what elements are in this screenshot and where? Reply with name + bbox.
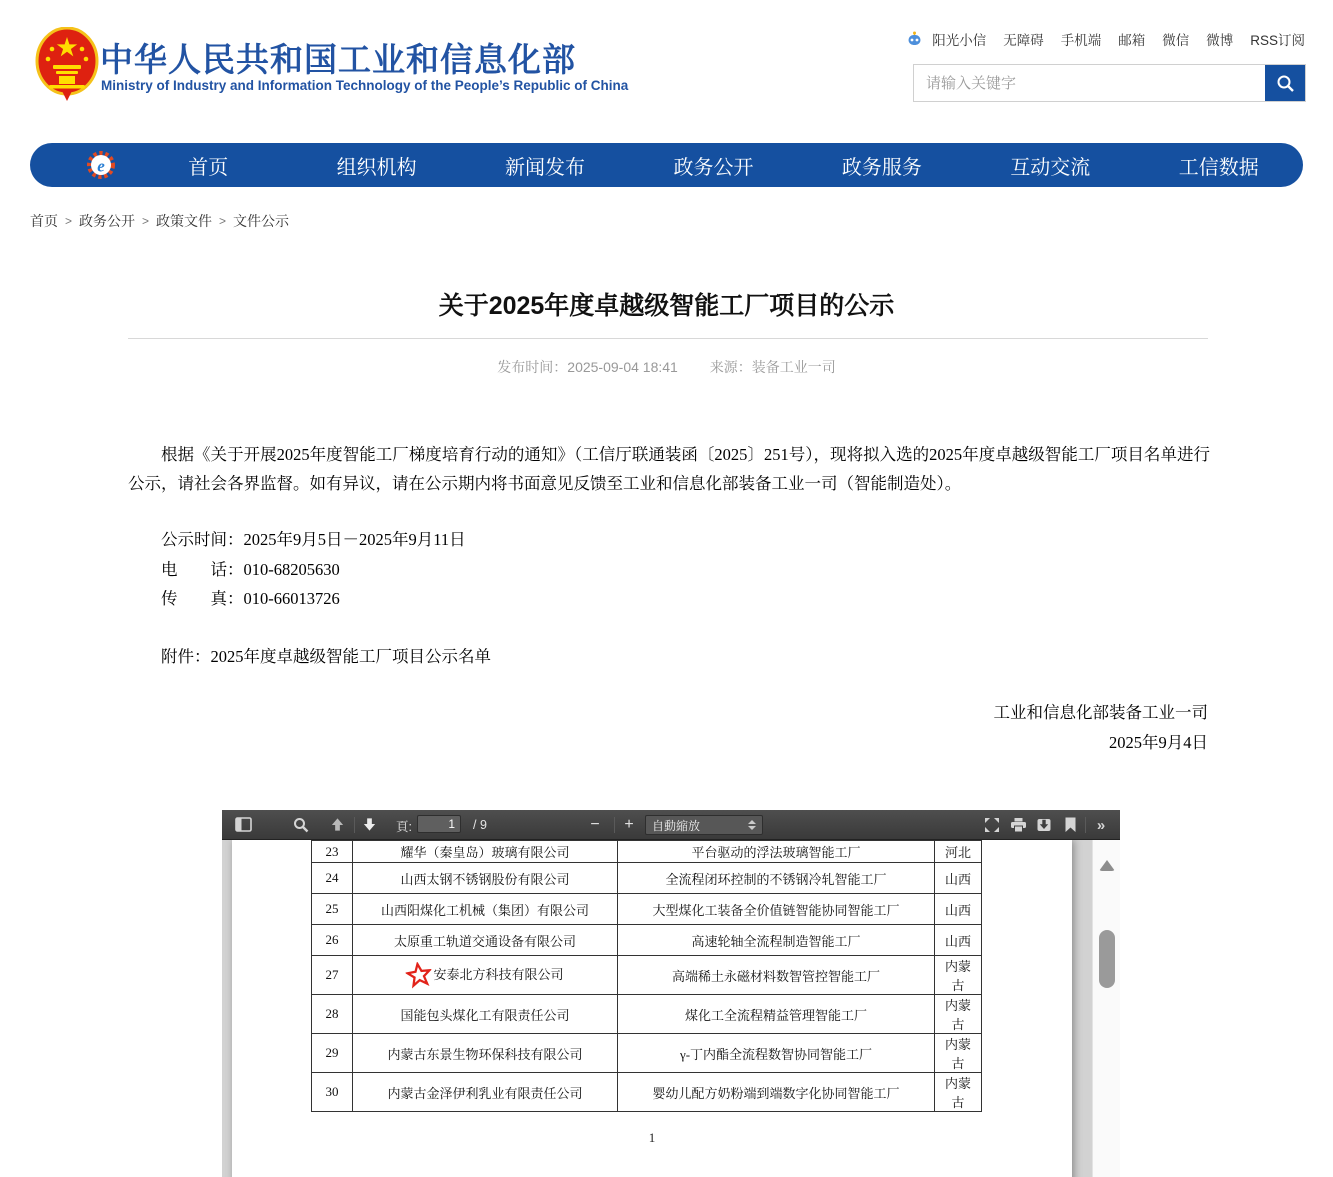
row-project: γ-丁内酯全流程数智协同智能工厂 bbox=[618, 1034, 935, 1073]
signing-department: 工业和信息化部装备工业一司 bbox=[993, 703, 1208, 722]
toolbar-separator bbox=[354, 817, 355, 833]
zoom-in-icon: + bbox=[624, 815, 634, 833]
page-down-button[interactable] bbox=[356, 813, 382, 837]
page-up-icon bbox=[330, 817, 345, 832]
sidebar-toggle-icon bbox=[235, 817, 252, 832]
bookmark-button[interactable] bbox=[1057, 813, 1083, 837]
article-source: 来源：装备工业一司 bbox=[709, 359, 836, 375]
crumb-separator: > bbox=[219, 214, 227, 228]
link-yangguang-xiaoxin[interactable]: 阳光小信 bbox=[932, 33, 987, 48]
pdf-toolbar bbox=[222, 810, 1120, 840]
pdf-scrollbar bbox=[1092, 840, 1120, 1177]
site-title: 中华人民共和国工业和信息化部 bbox=[100, 41, 576, 78]
page-total: / 9 bbox=[473, 818, 487, 832]
row-no: 26 bbox=[312, 925, 353, 956]
nav-item-gov-disclosure[interactable]: 政务公开 bbox=[673, 156, 754, 179]
row-province: 河北 bbox=[935, 841, 982, 863]
publicity-period-line: 公示时间：2025年9月5日－2025年9月11日 bbox=[161, 530, 466, 549]
site-search bbox=[913, 64, 1306, 102]
link-accessibility[interactable]: 无障碍 bbox=[1003, 33, 1044, 48]
find-button[interactable] bbox=[288, 813, 314, 837]
magnifier-icon bbox=[1276, 74, 1295, 93]
toolbar-separator bbox=[1085, 817, 1086, 833]
mascot-robot-icon bbox=[906, 31, 923, 48]
find-icon bbox=[293, 817, 309, 833]
nav-gear-e-logo bbox=[78, 150, 124, 180]
table-row bbox=[312, 995, 982, 1034]
publish-time: 发布时间：2025-09-04 18:41 bbox=[497, 359, 678, 375]
scroll-up-arrow[interactable] bbox=[1099, 860, 1115, 871]
table-row bbox=[312, 1073, 982, 1112]
page-down-icon bbox=[362, 817, 377, 832]
row-province: 内蒙古 bbox=[935, 1073, 982, 1112]
zoom-mode-value: 自動縮放 bbox=[652, 818, 701, 833]
row-no: 28 bbox=[312, 995, 353, 1034]
row-province: 山西 bbox=[935, 894, 982, 925]
toolbar-separator bbox=[614, 817, 615, 833]
row-province: 内蒙古 bbox=[935, 1034, 982, 1073]
quick-links-bar bbox=[906, 29, 1305, 49]
title-divider bbox=[128, 338, 1208, 339]
row-province: 山西 bbox=[935, 925, 982, 956]
row-project: 高端稀土永磁材料数智管控智能工厂 bbox=[618, 956, 935, 995]
info-lines bbox=[128, 525, 1210, 614]
crumb-home[interactable]: 首页 bbox=[30, 213, 58, 229]
telephone-line: 电 话：010-68205630 bbox=[161, 559, 340, 579]
print-button[interactable] bbox=[1005, 813, 1031, 837]
row-province: 山西 bbox=[935, 863, 982, 894]
table-row bbox=[312, 894, 982, 925]
nav-item-news[interactable]: 新闻发布 bbox=[505, 156, 586, 179]
zoom-in-button[interactable] bbox=[616, 813, 642, 837]
search-button[interactable] bbox=[1265, 65, 1305, 101]
red-star-annotation-icon bbox=[405, 960, 434, 989]
more-tools-icon: » bbox=[1096, 816, 1106, 834]
svg-text:e: e bbox=[97, 156, 105, 176]
row-province: 内蒙古 bbox=[935, 995, 982, 1034]
pdf-table bbox=[311, 840, 982, 1112]
table-row bbox=[312, 841, 982, 863]
zoom-mode-select[interactable] bbox=[645, 815, 763, 835]
row-no: 25 bbox=[312, 894, 353, 925]
bookmark-icon bbox=[1064, 817, 1077, 833]
article-signature bbox=[994, 698, 1209, 758]
link-mail[interactable]: 邮箱 bbox=[1118, 33, 1146, 48]
search-input[interactable] bbox=[914, 65, 1265, 101]
zoom-out-button[interactable] bbox=[582, 813, 608, 837]
row-project: 大型煤化工装备全价值链智能协同智能工厂 bbox=[618, 894, 935, 925]
row-company: 国能包头煤化工有限责任公司 bbox=[353, 995, 618, 1034]
link-wechat[interactable]: 微信 bbox=[1162, 33, 1190, 48]
row-no: 30 bbox=[312, 1073, 353, 1112]
row-company-text: 安泰北方科技有限公司 bbox=[433, 966, 564, 982]
link-rss[interactable]: RSS订阅 bbox=[1250, 33, 1305, 48]
crumb-policy-docs[interactable]: 政策文件 bbox=[156, 213, 213, 229]
presentation-mode-button[interactable] bbox=[979, 813, 1005, 837]
nav-items bbox=[124, 151, 1303, 180]
row-company: 内蒙古东景生物环保科技有限公司 bbox=[353, 1034, 618, 1073]
row-company: 山西阳煤化工机械（集团）有限公司 bbox=[353, 894, 618, 925]
crumb-separator: > bbox=[142, 214, 150, 228]
signing-date: 2025年9月4日 bbox=[1109, 733, 1208, 752]
sidebar-toggle-button[interactable] bbox=[230, 813, 256, 837]
pdf-viewer bbox=[222, 810, 1120, 1177]
nav-item-organization[interactable]: 组织机构 bbox=[336, 156, 417, 179]
row-no: 29 bbox=[312, 1034, 353, 1073]
row-project: 全流程闭环控制的不锈钢冷轧智能工厂 bbox=[618, 863, 935, 894]
page-up-button[interactable] bbox=[324, 813, 350, 837]
row-company: 耀华（秦皇岛）玻璃有限公司 bbox=[353, 841, 618, 863]
link-mobile[interactable]: 手机端 bbox=[1060, 33, 1102, 48]
row-province: 内蒙古 bbox=[935, 956, 982, 995]
download-button[interactable] bbox=[1031, 813, 1057, 837]
nav-item-interaction[interactable]: 互动交流 bbox=[1010, 156, 1091, 179]
article-title: 关于2025年度卓越级智能工厂项目的公示 bbox=[438, 292, 895, 320]
row-no: 27 bbox=[312, 956, 353, 995]
page-number-input[interactable] bbox=[417, 815, 461, 833]
more-tools-button[interactable] bbox=[1088, 813, 1114, 837]
crumb-gov-disclosure[interactable]: 政务公开 bbox=[79, 213, 136, 229]
fax-line: 传 真：010-66013726 bbox=[161, 589, 340, 608]
national-emblem-logo bbox=[35, 27, 99, 101]
print-icon bbox=[1010, 817, 1027, 833]
pdf-page-number: 1 bbox=[648, 1130, 656, 1145]
scroll-thumb[interactable] bbox=[1099, 930, 1115, 988]
table-row bbox=[312, 1034, 982, 1073]
row-project: 婴幼儿配方奶粉端到端数字化协同智能工厂 bbox=[618, 1073, 935, 1112]
row-company: 山西太钢不锈钢股份有限公司 bbox=[353, 863, 618, 894]
main-nav bbox=[30, 143, 1303, 187]
article-body bbox=[128, 440, 1210, 671]
pdf-content-area bbox=[222, 840, 1120, 1177]
site-subtitle: Ministry of Industry and Information Technology of the People’s Republic of China bbox=[101, 78, 629, 93]
breadcrumb bbox=[30, 211, 289, 231]
article-meta bbox=[0, 357, 1333, 377]
row-company: 太原重工轨道交通设备有限公司 bbox=[353, 925, 618, 956]
nav-item-home[interactable]: 首页 bbox=[188, 156, 229, 179]
presentation-mode-icon bbox=[984, 817, 1000, 833]
table-row bbox=[312, 863, 982, 894]
crumb-separator: > bbox=[65, 214, 73, 228]
link-weibo[interactable]: 微博 bbox=[1206, 33, 1234, 48]
select-updown-icon bbox=[748, 820, 756, 830]
toolbar-right-group bbox=[979, 813, 1114, 837]
pdf-page bbox=[232, 840, 1072, 1177]
row-project: 高速轮轴全流程制造智能工厂 bbox=[618, 925, 935, 956]
zoom-out-icon: − bbox=[590, 815, 600, 833]
page-label: 頁: bbox=[396, 820, 412, 834]
row-no: 24 bbox=[312, 863, 353, 894]
row-no: 23 bbox=[312, 841, 353, 863]
crumb-doc-publicity[interactable]: 文件公示 bbox=[233, 213, 290, 229]
row-project: 煤化工全流程精益管理智能工厂 bbox=[618, 995, 935, 1034]
row-company bbox=[353, 956, 618, 995]
row-project: 平台驱动的浮法玻璃智能工厂 bbox=[618, 841, 935, 863]
row-company: 内蒙古金泽伊利乳业有限责任公司 bbox=[353, 1073, 618, 1112]
table-row bbox=[312, 925, 982, 956]
nav-item-gov-services[interactable]: 政务服务 bbox=[841, 156, 922, 179]
body-paragraph: 根据《关于开展2025年度智能工厂梯度培育行动的通知》（工信厅联通装函〔2025〕251号），现将拟入选的2025年度卓越级智能工厂项目名单进行公示，请社会各界监督。如有异议，请在公示期内将书面意见反馈至工业和信息化部装备工业一司（智能制造处）。 bbox=[128, 445, 1210, 493]
download-icon bbox=[1036, 817, 1052, 833]
nav-item-miit-data[interactable]: 工信数据 bbox=[1178, 156, 1259, 179]
gear-e-icon bbox=[86, 150, 116, 180]
attachment-line: 附件：2025年度卓越级智能工厂项目公示名单 bbox=[161, 646, 491, 666]
table-row-starred bbox=[312, 956, 982, 995]
